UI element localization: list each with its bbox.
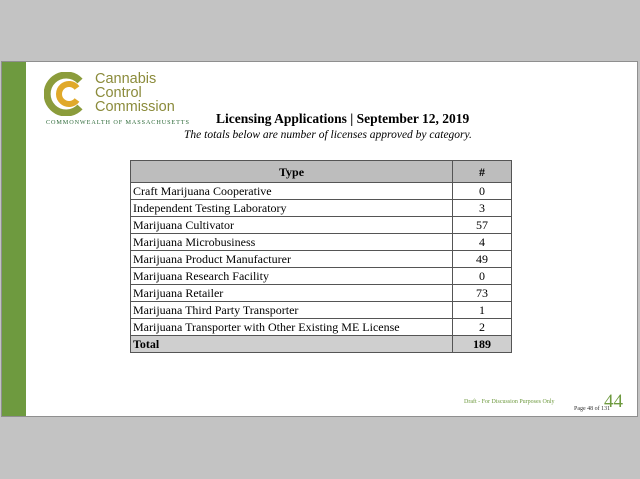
- table-row: [131, 285, 512, 302]
- license-count: 2: [453, 319, 512, 336]
- table-row: [131, 234, 512, 251]
- total-count: 189: [453, 336, 512, 353]
- license-type: Marijuana Microbusiness: [131, 234, 453, 251]
- page-label: Page 48 of 131: [574, 406, 611, 412]
- license-count: 49: [453, 251, 512, 268]
- logo-line-2: Control: [95, 85, 142, 101]
- table-row: [131, 268, 512, 285]
- logo-rings-icon: [44, 72, 94, 116]
- table-row: [131, 217, 512, 234]
- logo-line-1: Cannabis: [95, 71, 157, 87]
- table-row: [131, 183, 512, 200]
- license-type: Marijuana Third Party Transporter: [131, 302, 453, 319]
- draft-note: Draft - For Discussion Purposes Only: [464, 399, 555, 405]
- accent-bar: [2, 62, 26, 416]
- license-type: Marijuana Retailer: [131, 285, 453, 302]
- logo-line-3: Commission: [95, 99, 175, 115]
- total-row: [131, 336, 512, 353]
- page-subtitle: The totals below are number of licenses approved by category.: [184, 129, 472, 141]
- logo-name: [95, 72, 175, 114]
- total-label: Total: [131, 336, 453, 353]
- license-count: 1: [453, 302, 512, 319]
- slide: [1, 61, 638, 417]
- license-type: Marijuana Cultivator: [131, 217, 453, 234]
- license-count: 0: [453, 268, 512, 285]
- table-row: [131, 200, 512, 217]
- license-type: Craft Marijuana Cooperative: [131, 183, 453, 200]
- table-header-row: [131, 161, 512, 183]
- column-header-count: #: [453, 161, 512, 183]
- license-count: 57: [453, 217, 512, 234]
- license-count: 4: [453, 234, 512, 251]
- logo: [44, 72, 204, 128]
- column-header-type: Type: [131, 161, 453, 183]
- license-count: 3: [453, 200, 512, 217]
- licenses-table: [130, 160, 512, 353]
- license-type: Marijuana Research Facility: [131, 268, 453, 285]
- license-type: Marijuana Transporter with Other Existing ME License: [131, 319, 453, 336]
- license-count: 0: [453, 183, 512, 200]
- table-row: [131, 251, 512, 268]
- table-row: [131, 302, 512, 319]
- license-count: 73: [453, 285, 512, 302]
- logo-subtitle: COMMONWEALTH OF MASSACHUSETTS: [46, 119, 190, 126]
- table-row: [131, 319, 512, 336]
- license-type: Independent Testing Laboratory: [131, 200, 453, 217]
- slide-number: 44: [604, 391, 623, 412]
- license-type: Marijuana Product Manufacturer: [131, 251, 453, 268]
- page-title: Licensing Applications | September 12, 2019: [216, 111, 470, 126]
